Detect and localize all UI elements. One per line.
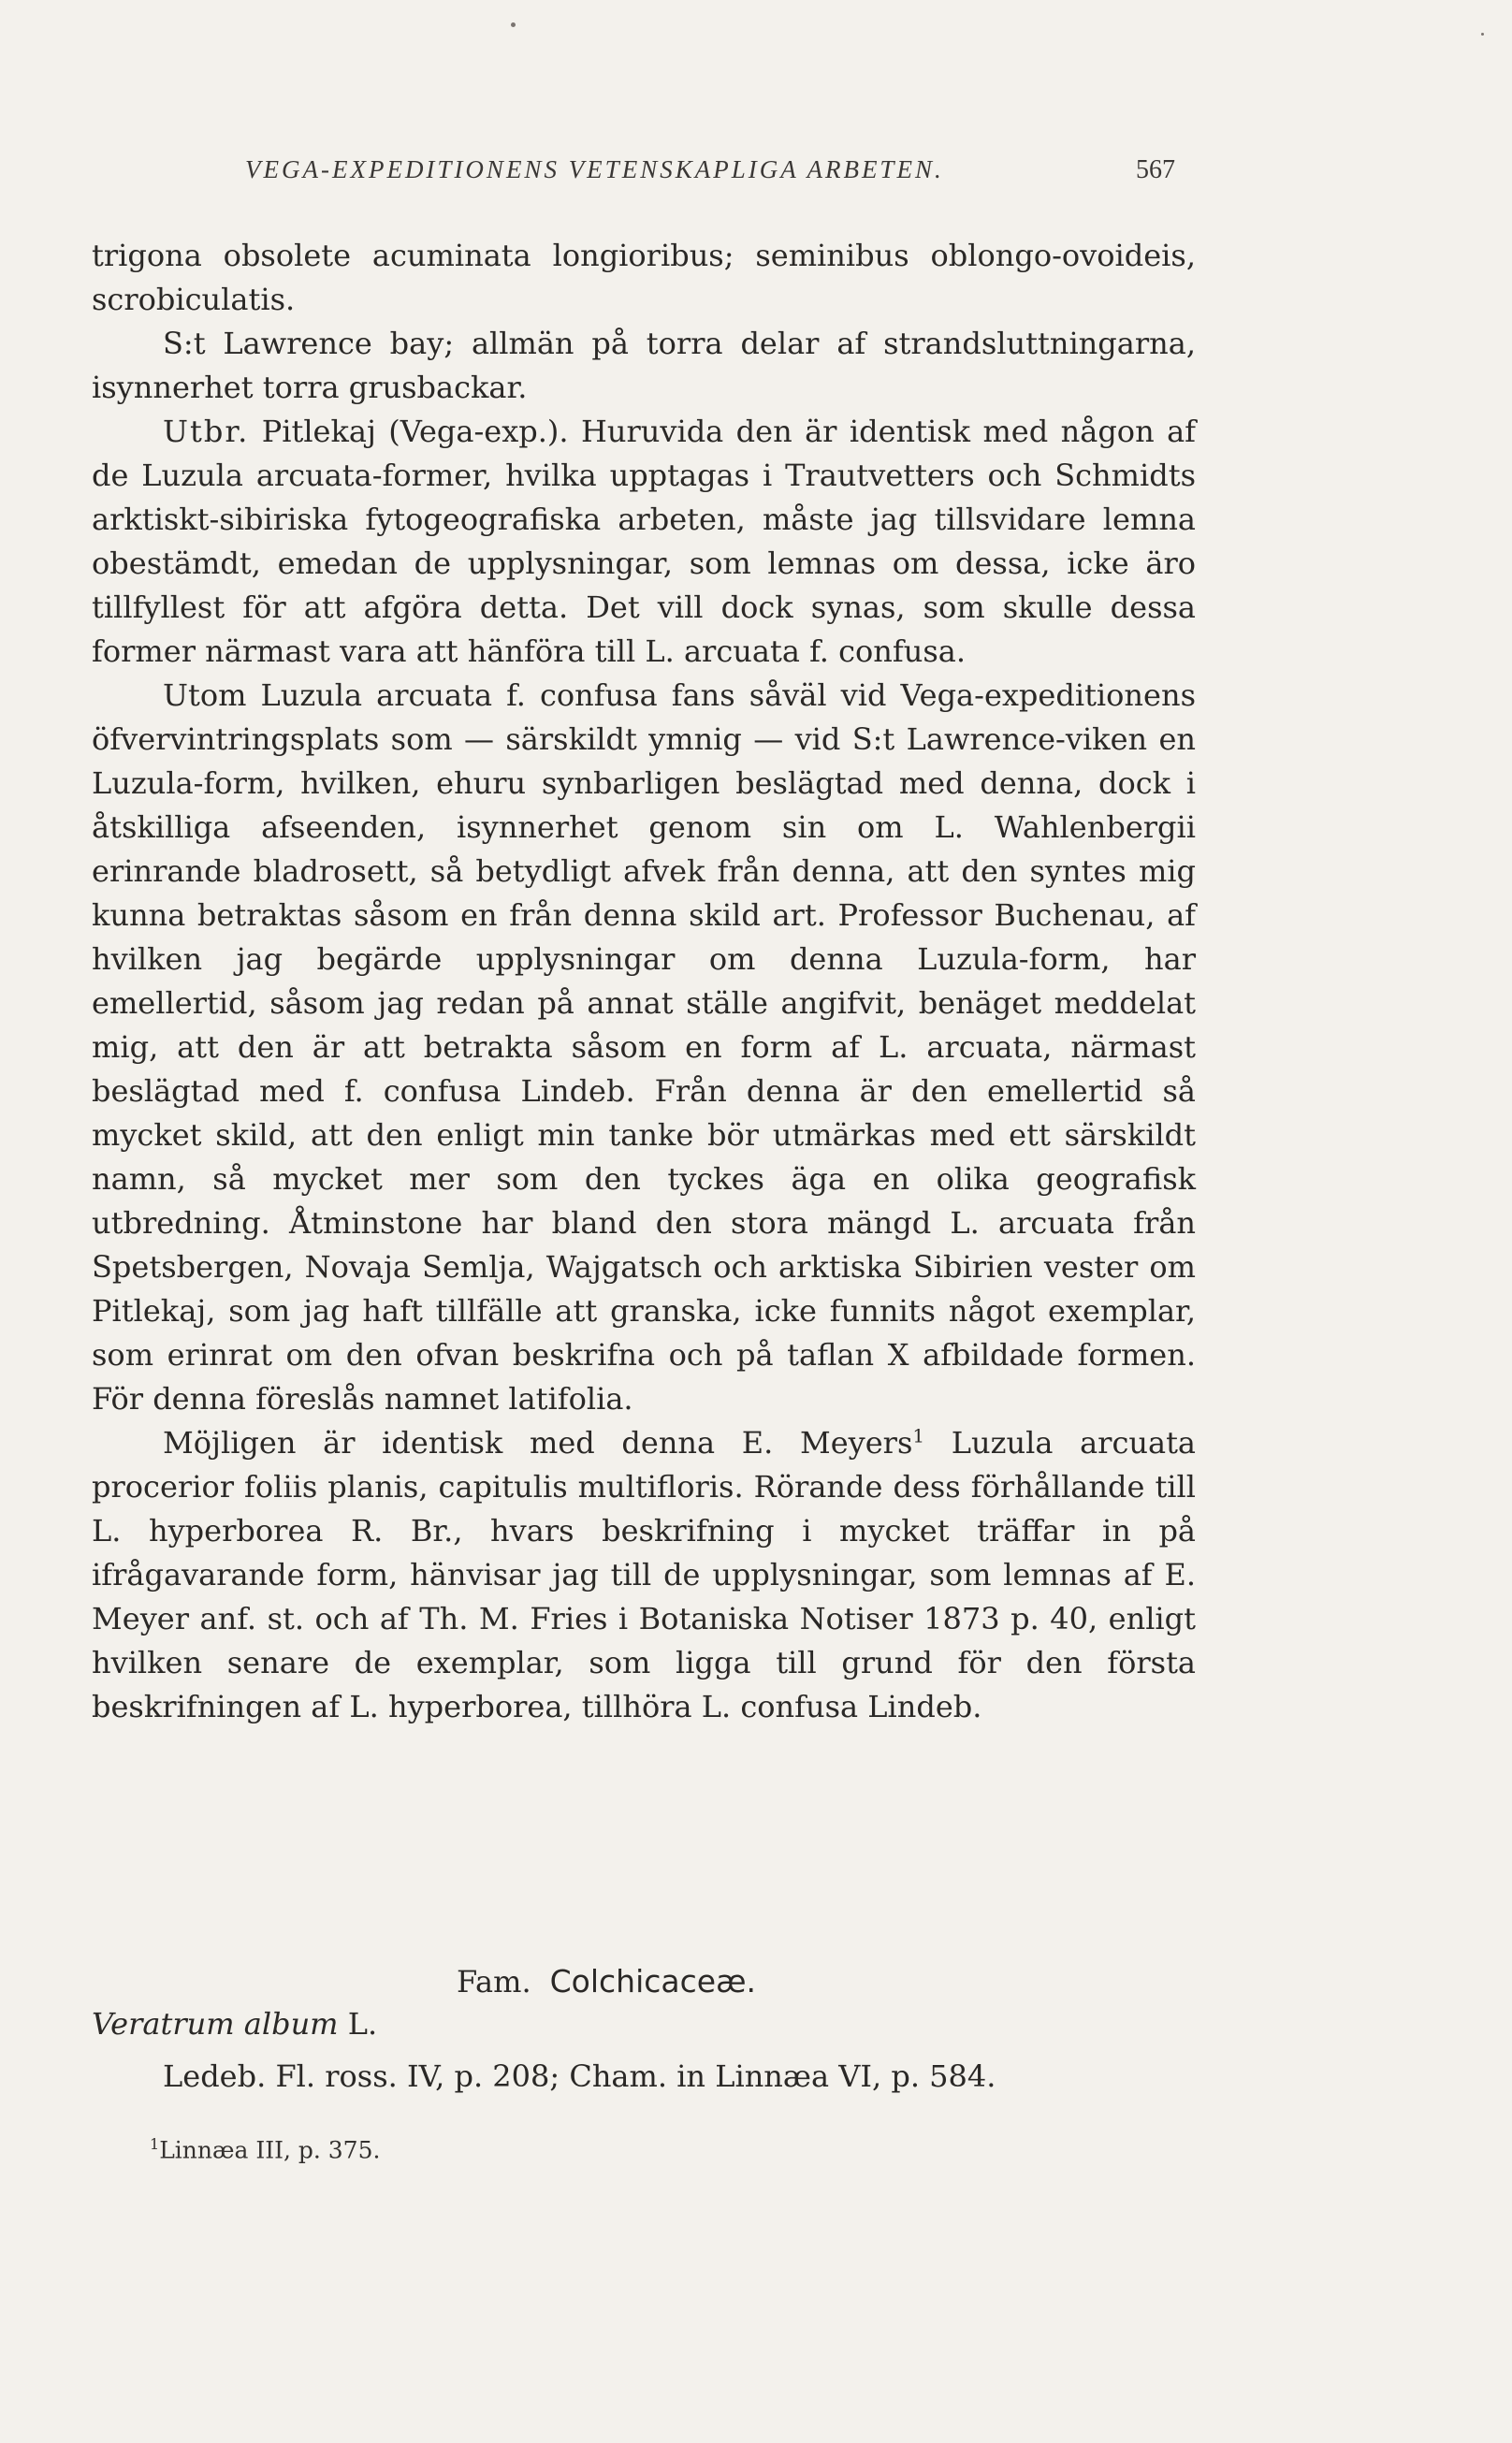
running-title: VEGA-EXPEDITIONENS VETENSKAPLIGA ARBETEN. — [245, 155, 944, 183]
paragraph-meyer — [92, 1421, 1196, 1729]
paragraph-meyer-lead: Möjligen är identisk med denna E. Meyers — [163, 1425, 913, 1461]
paragraph-description-end: trigona obsolete acuminata longioribus; seminibus oblongo-ovoideis, scrobiculatis. — [92, 238, 1196, 317]
footnote-marker: 1 — [150, 2135, 160, 2153]
paragraph-luzula-form: Utom Luzula arcuata f. confusa fans såväl vid Vega-expeditionens öfvervintringsplats som — särskildt ymnig — vid S:t Lawrence-viken en Luzula-form, hvilken, ehuru synbarligen beslägtad med denna, dock i åtskilliga afseenden, isynnerhet genom sin om L. Wahlenbergii erinrande bladrosett, så betydligt afvek från denna, att den syntes mig kunna betraktas såsom en från denna skild art. Professor Buchenau, af hvilken jag begärde upplysningar om denna Luzula-form, har emellertid, såsom jag redan på annat ställe angifvit, benäget meddelat mig, att den är att betrakta såsom en form af L. arcuata, närmast beslägtad med f. confusa Lindeb. Från denna är den emellertid så mycket skild, att den enligt min tanke bör utmärkas med ett särskildt namn, så mycket mer som den tyckes äga en olika geografisk utbredning. Åtminstone har bland den stora mängd L. arcuata från Spetsbergen, Novaja Semlja, Wajgatsch och arktiska Sibirien vester om Pitlekaj, som jag haft tillfälle att granska, icke funnits något exemplar, som erinrat om den ofvan beskrifna och på taflan X afbildade formen. För denna föreslås namnet latifolia. — [92, 677, 1196, 1417]
paper-speck — [1481, 33, 1484, 36]
footnote-text: Linnæa III, p. 375. — [159, 2136, 381, 2164]
footnote — [150, 2135, 380, 2163]
species-reference: Ledeb. Fl. ross. IV, p. 208; Cham. in Linnæa VI, p. 584. — [163, 2058, 996, 2094]
utbr-label: Utbr. — [163, 414, 250, 449]
body-text — [92, 234, 1196, 1729]
footnote-reference-marker: 1 — [912, 1424, 925, 1447]
species-heading — [92, 2006, 377, 2042]
paragraph-distribution-text: Pitlekaj (Vega-exp.). Huruvida den är identisk med någon af de Luzula arcuata-former, hvilka upptagas i Trautvetters och Schmidts arktiskt-sibiriska fytogeografiska arbeten, måste jag tillsvidare lemna obestämdt, emedan de upplysningar, som lemnas om dessa, icke äro tillfyllest för att afgöra detta. Det vill dock synas, som skulle dessa former närmast vara att hänföra till L. arcuata f. confusa. — [92, 414, 1197, 669]
page-number: 567 — [1136, 155, 1175, 184]
species-author: L. — [347, 2006, 378, 2042]
paper-speck — [511, 22, 516, 27]
species-name: Veratrum album — [92, 2006, 339, 2042]
paragraph-habitat: S:t Lawrence bay; allmän på torra delar af strandsluttningarna, isynnerhet torra grusbackar. — [92, 326, 1196, 405]
paragraph-distribution — [92, 410, 1196, 674]
family-heading — [457, 1963, 756, 1999]
paragraph-meyer-text: Luzula arcuata procerior foliis planis, capitulis multifloris. Rörande dess förhållande till L. hyperborea R. Br., hvars beskrifning i mycket träffar in på ifrågavarande form, hänvisar jag till de upplysningar, som lemnas af E. Meyer anf. st. och af Th. M. Fries i Botaniska Notiser 1873 p. 40, enligt hvilken senare de exemplar, som ligga till grund för den första beskrifningen af L. hyperborea, tillhöra L. confusa Lindeb. — [92, 1425, 1196, 1724]
family-prefix: Fam. — [457, 1964, 531, 1999]
family-name: Colchicaceæ. — [549, 1963, 756, 1999]
